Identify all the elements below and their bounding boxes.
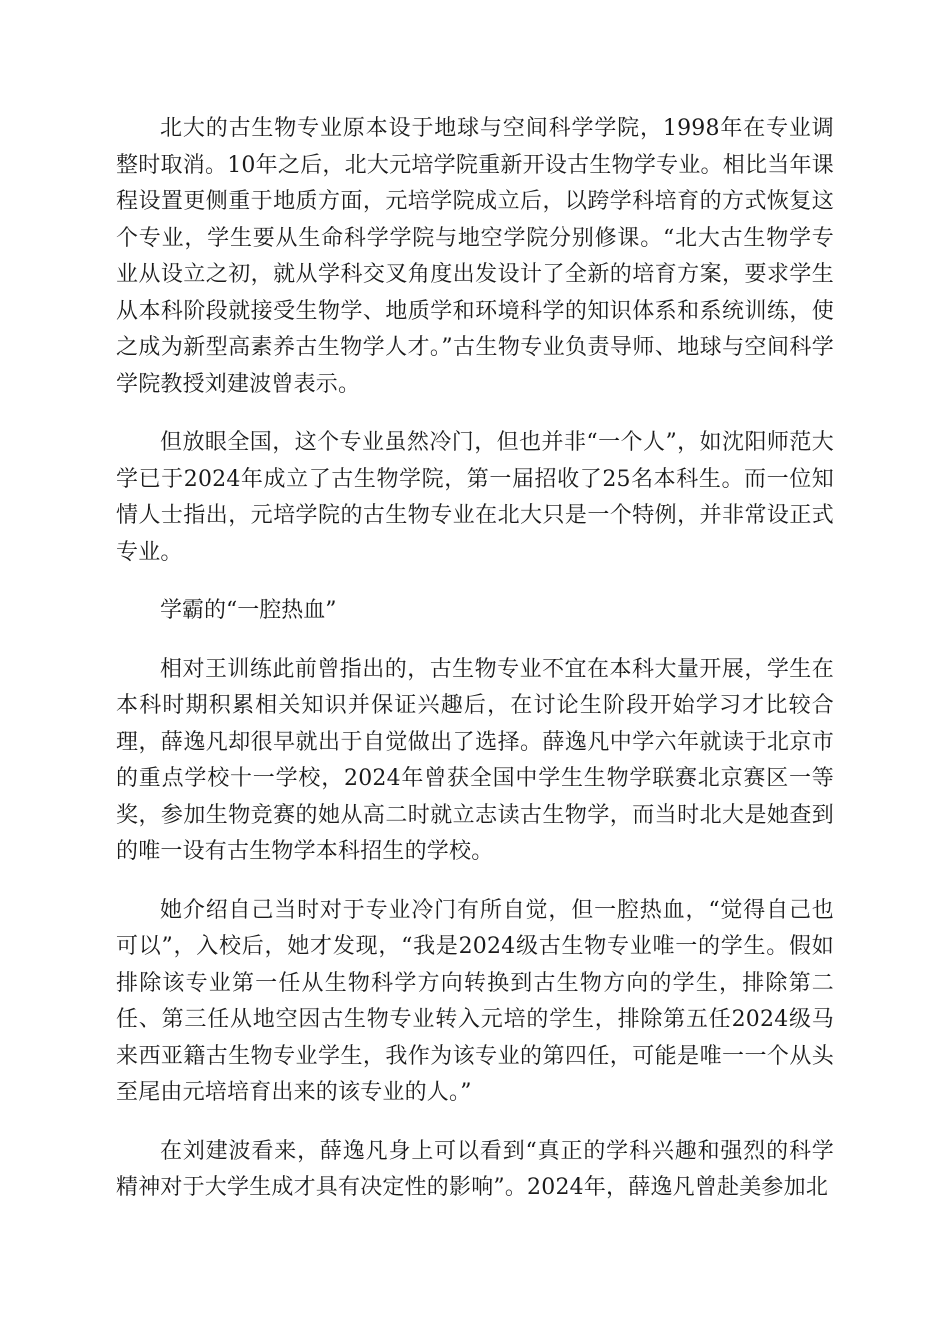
section-heading: 学霸的“一腔热血”: [160, 598, 337, 623]
paragraph-3: 相对王训练此前曾指出的，古生物专业不宜在本科大量开展，学生在本科时期积累相关知识并保证兴趣后，在讨论生阶段开始学习才比较合理，薛逸凡却很早就出于自觉做出了选择。薛逸凡中学六年就读于北京市的重点学校十一学校，2024年曾获全国中学生生物学联赛北京赛区一等奖，参加生物竞赛的她从高二时就立志读古生物学，而当时北大是她查到的唯一设有古生物学本科招生的学校。: [116, 656, 834, 864]
paragraph-2: 但放眼全国，这个专业虽然冷门，但也并非“一个人”，如沈阳师范大学已于2024年成立了古生物学院，第一届招收了25名本科生。而一位知情人士指出，元培学院的古生物专业在北大只是一个特例，并非常设正式专业。: [116, 430, 834, 565]
document-page: [116, 111, 834, 1229]
paragraph-1: 北大的古生物专业原本设于地球与空间科学学院，1998年在专业调整时取消。10年之后，北大元培学院重新开设古生物学专业。相比当年课程设置更侧重于地质方面，元培学院成立后，以跨学科培育的方式恢复这个专业，学生要从生命科学学院与地空学院分别修课。“北大古生物学专业从设立之初，就从学科交叉角度出发设计了全新的培育方案，要求学生从本科阶段就接受生物学、地质学和环境科学的知识体系和系统训练，使之成为新型高素养古生物学人才。”古生物专业负责导师、地球与空间科学学院教授刘建波曾表示。: [116, 116, 834, 397]
paragraph-4: 她介绍自己当时对于专业冷门有所自觉，但一腔热血，“觉得自己也可以”，入校后，她才发现，“我是2024级古生物专业唯一的学生。假如排除该专业第一任从生物科学方向转换到古生物方向的学生，排除第二任、第三任从地空因古生物专业转入元培的学生，排除第五任2024级马来西亚籍古生物专业学生，我作为该专业的第四任，可能是唯一一个从头至尾由元培培育出来的该专业的人。”: [116, 897, 834, 1105]
paragraph-5: 在刘建波看来，薛逸凡身上可以看到“真正的学科兴趣和强烈的科学精神对于大学生成才具有决定性的影响”。2024年，薛逸凡曾赴美参加北: [116, 1138, 834, 1200]
